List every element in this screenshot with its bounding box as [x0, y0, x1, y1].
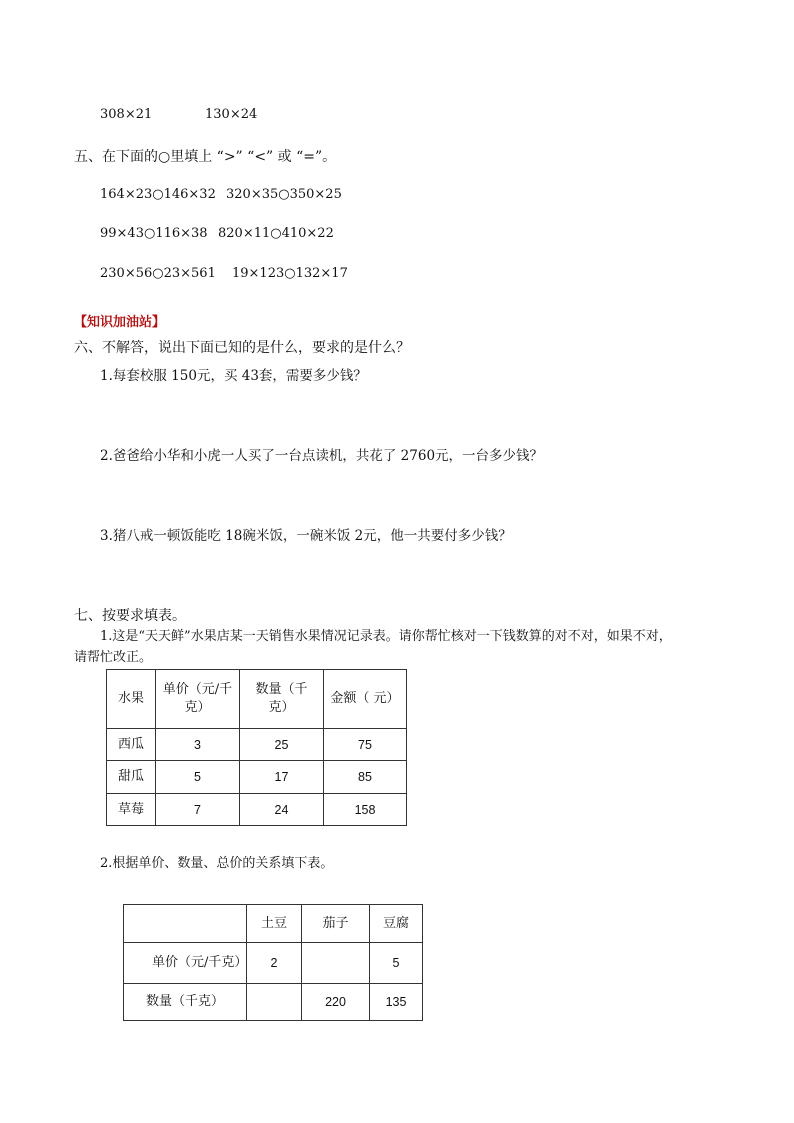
compare-item: 164×23○146×32: [100, 187, 216, 202]
question-2: 2.爸爸给小华和小虎一人买了一台点读机，共花了 2760元，一台多少钱？: [100, 448, 544, 464]
table-header-row: [107, 670, 407, 729]
table-cell: 85: [324, 761, 407, 794]
table-cell: 2: [247, 943, 302, 984]
table-cell: [247, 984, 302, 1021]
table-cell: 220: [302, 984, 370, 1021]
compare-item: 820×11○410×22: [218, 226, 334, 241]
table-row: [124, 943, 423, 984]
table-header-cell: 金额（ 元）: [324, 670, 407, 729]
section-5-heading: 五、在下面的○里填上 “>” “<” 或 “=”。: [74, 149, 337, 165]
section-6-heading: 六、不解答，说出下面已知的是什么，要求的是什么？: [74, 340, 410, 356]
table-cell: 17: [240, 761, 324, 794]
table-cell: 24: [240, 794, 324, 826]
section-7-q1-text: 1.这是“天天鲜”水果店某一天销售水果情况记录表。请你帮忙核对一下钱数算的对不对，如果不对，: [100, 629, 672, 644]
table-cell: 75: [324, 729, 407, 761]
header-text: 单价（元/千克）: [162, 682, 233, 715]
section-7-heading: 七、按要求填表。: [74, 608, 186, 624]
table-header-cell: 水果: [107, 670, 156, 729]
table-header-cell: 豆腐: [370, 905, 423, 943]
table-header-cell: 茄子: [302, 905, 370, 943]
table-cell: 7: [156, 794, 240, 826]
table-row: [107, 729, 407, 761]
fruit-sales-table: [106, 669, 407, 826]
calc-item: 130×24: [205, 107, 258, 122]
table-cell: [302, 943, 370, 984]
header-text: 数量（千克）: [255, 682, 308, 715]
table-cell: 西瓜: [107, 729, 156, 761]
knowledge-station-label: 【知识加油站】: [74, 315, 166, 330]
table-cell: 数量（千克）: [124, 984, 247, 1021]
compare-item: 320×35○350×25: [226, 187, 342, 202]
compare-item: 230×56○23×561: [100, 266, 216, 281]
table-header-cell: [156, 670, 240, 729]
table-row: [107, 794, 407, 826]
compare-item: 99×43○116×38: [100, 226, 208, 241]
table-cell: 158: [324, 794, 407, 826]
question-3: 3.猪八戒一顿饭能吃 18碗米饭，一碗米饭 2元，他一共要付多少钱？: [100, 528, 512, 544]
table-cell: 甜瓜: [107, 761, 156, 794]
section-7-q1-text-cont: 请帮忙改正。: [74, 650, 153, 665]
row-label: 单价（元/千克）: [152, 955, 248, 970]
table-cell: 3: [156, 729, 240, 761]
table-cell: 5: [156, 761, 240, 794]
question-1: 1.每套校服 150元，买 43套，需要多少钱？: [100, 368, 367, 384]
table-header-row: [124, 905, 423, 943]
table-cell: [124, 943, 247, 984]
table-header-cell: 土豆: [247, 905, 302, 943]
table-row: [107, 761, 407, 794]
table-header-cell: [240, 670, 324, 729]
calc-item: 308×21: [100, 107, 153, 122]
table-cell: 5: [370, 943, 423, 984]
table-row: [124, 984, 423, 1021]
table-cell: 135: [370, 984, 423, 1021]
compare-item: 19×123○132×17: [232, 266, 348, 281]
table-cell: 草莓: [107, 794, 156, 826]
table-cell: 25: [240, 729, 324, 761]
price-quantity-table: [123, 904, 423, 1021]
section-7-q2-text: 2.根据单价、数量、总价的关系填下表。: [100, 856, 334, 871]
table-header-cell: [124, 905, 247, 943]
